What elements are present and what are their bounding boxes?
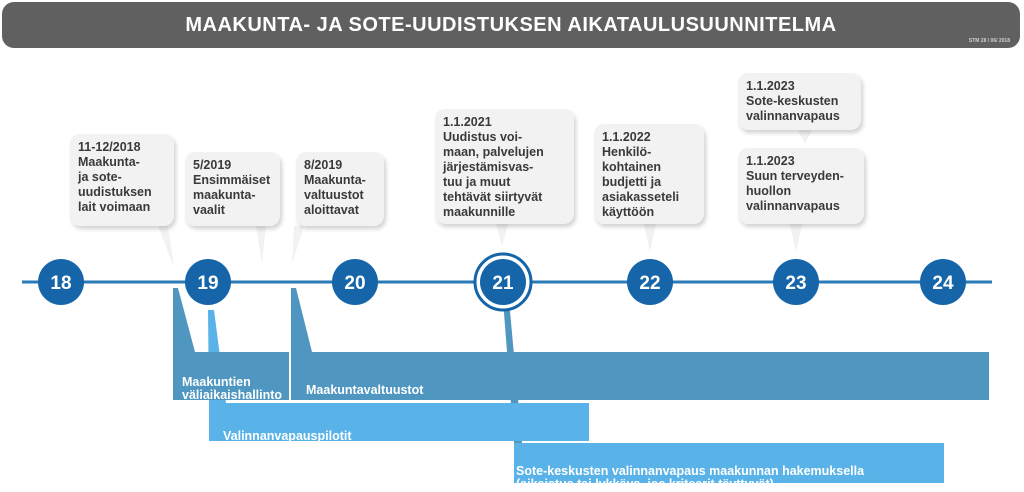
callout-text: Ensimmäiset maakunta- vaalit: [193, 173, 271, 217]
year-marker-23: [773, 259, 819, 305]
callout-text: Uudistus voi- maan, palvelujen järjestämisvas- tuu ja muut tehtävät siirtyvät maakunnille: [443, 130, 544, 219]
year-label: 21: [492, 273, 514, 294]
callout-1-1-2021: [435, 109, 574, 224]
callout-date: 8/2019: [304, 158, 343, 172]
bar-maakuntien-valiaikaishallinto: [173, 352, 289, 400]
callout-date: 1.1.2022: [602, 130, 651, 144]
callout-pointer: [644, 224, 656, 252]
year-label: 19: [197, 273, 219, 294]
year-marker-22: [627, 259, 673, 305]
year-marker-24: [920, 259, 966, 305]
callout-date: 11-12/2018: [78, 140, 141, 154]
callout-11-12-2018: [70, 134, 174, 226]
callout-text: Suun terveyden- huollon valinnanvapaus: [746, 169, 844, 213]
bar-valinnanvapauspilotit: [209, 403, 589, 441]
bar-label: Valinnanvapauspilotit: [223, 428, 352, 443]
callout-text: Henkilö- kohtainen budjetti ja asiakasseteli käyttöön: [602, 145, 680, 219]
callout-1-1-2022: [594, 124, 704, 224]
year-label: 18: [50, 273, 72, 294]
callout-text: Maakunta- valtuustot aloittavat: [304, 173, 366, 217]
page-title: MAAKUNTA- JA SOTE-UUDISTUKSEN AIKATAULUSUUNNITELMA: [185, 14, 837, 36]
bar-label: Maakuntien väliaikaishallinto: [182, 374, 283, 402]
connector-maakuntavaltuustot: [291, 288, 312, 352]
year-label: 22: [639, 273, 661, 294]
callout-date: 5/2019: [193, 158, 232, 172]
year-label: 24: [932, 273, 954, 294]
year-marker-18: [38, 259, 84, 305]
callout-pointer: [798, 130, 812, 144]
callout-text: Maakunta- ja sote- uudistuksen lait voimaan: [78, 155, 152, 214]
callout-1-1-2023-sote-keskusten: [738, 73, 861, 130]
year-label: 20: [344, 273, 366, 294]
callout-pointer: [292, 226, 304, 264]
bar-label: Maakuntavaltuustot: [306, 382, 424, 397]
year-marker-19: [185, 259, 231, 305]
callout-date: 1.1.2021: [443, 115, 492, 129]
year-marker-20: [332, 259, 378, 305]
callout-8-2019: [296, 152, 384, 226]
callout-text: Sote-keskusten valinnanvapaus: [746, 94, 840, 123]
callout-pointer: [496, 224, 508, 246]
callout-date: 1.1.2023: [746, 154, 795, 168]
callout-pointer: [256, 226, 266, 264]
bar-maakuntavaltuustot: [291, 352, 989, 400]
bar-label: Sote-keskusten valinnanvapaus maakunnan hakemuksella (aikaistus tai lykkäys, jos kriteerit täyttyvät): [516, 463, 865, 491]
year-marker-21: [475, 254, 531, 310]
callout-date: 1.1.2023: [746, 79, 795, 93]
document-stamp: STM 28 / 06/ 2018: [968, 38, 1010, 44]
callout-pointer: [158, 226, 174, 268]
callout-pointer: [790, 224, 802, 252]
callout-5-2019: [185, 152, 280, 226]
year-label: 23: [785, 273, 807, 294]
bar-sote-keskusten-valinnanvapaus: [514, 443, 944, 491]
callout-1-1-2023-suun-terveydenhuollon: [738, 148, 864, 224]
